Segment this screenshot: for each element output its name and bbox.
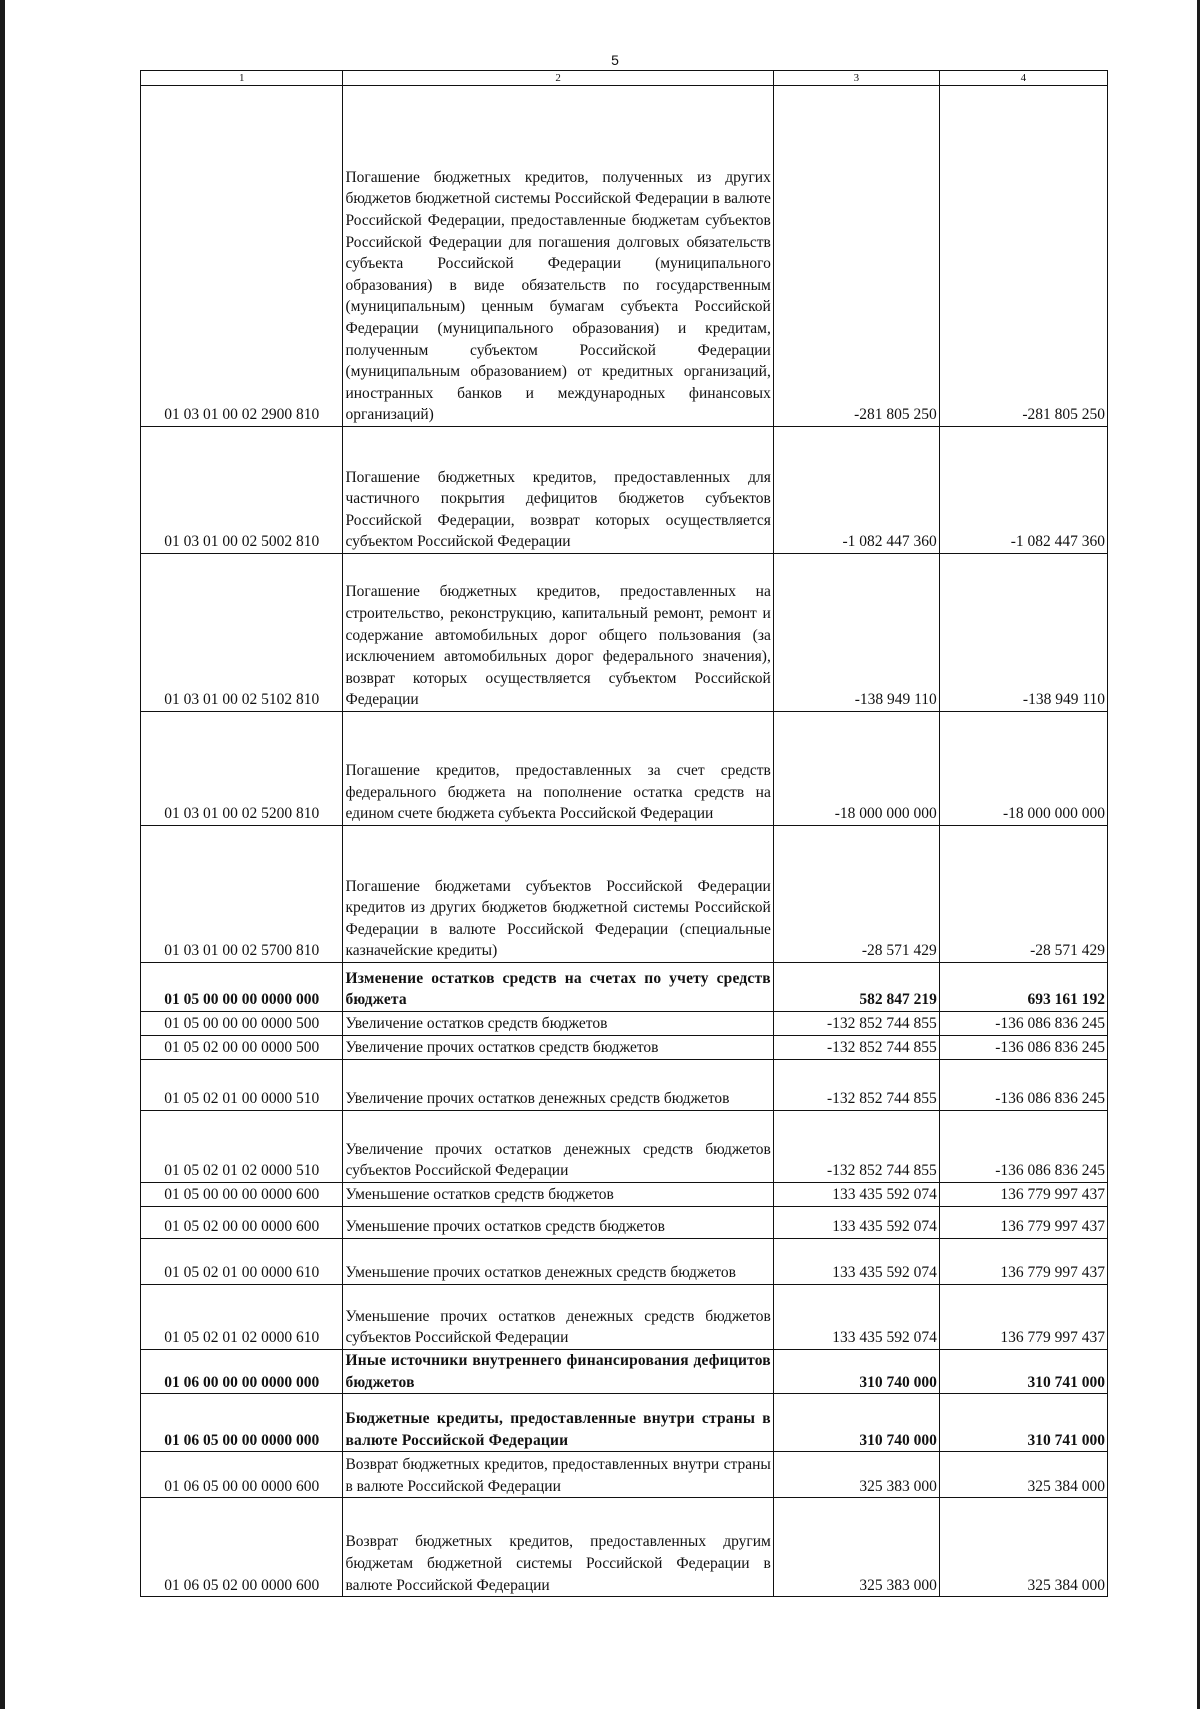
scan-edge-left	[0, 0, 5, 1709]
row-code: 01 05 02 01 00 0000 610	[141, 1239, 343, 1285]
table-row	[141, 1350, 1108, 1394]
row-value-col4: -136 086 836 245	[939, 1111, 1107, 1183]
row-value-col4: -18 000 000 000	[939, 712, 1107, 826]
row-code: 01 05 00 00 00 0000 500	[141, 1012, 343, 1036]
table-row	[141, 1498, 1108, 1597]
row-value-col3: -28 571 429	[773, 826, 939, 963]
row-code: 01 03 01 00 02 5102 810	[141, 554, 343, 712]
row-code: 01 03 01 00 02 5200 810	[141, 712, 343, 826]
row-code: 01 05 02 01 00 0000 510	[141, 1060, 343, 1111]
table-row	[141, 1036, 1108, 1060]
table-row	[141, 963, 1108, 1012]
row-description: Увеличение прочих остатков денежных средств бюджетов	[343, 1060, 773, 1111]
row-code: 01 06 00 00 00 0000 000	[141, 1350, 343, 1394]
row-code: 01 06 05 02 00 0000 600	[141, 1498, 343, 1597]
row-value-col3: 310 740 000	[773, 1350, 939, 1394]
table-row	[141, 86, 1108, 427]
row-value-col4: 310 741 000	[939, 1350, 1107, 1394]
row-description: Уменьшение прочих остатков средств бюджетов	[343, 1207, 773, 1239]
row-code: 01 05 02 01 02 0000 510	[141, 1111, 343, 1183]
row-value-col3: 133 435 592 074	[773, 1239, 939, 1285]
table-row	[141, 554, 1108, 712]
row-value-col3: -132 852 744 855	[773, 1036, 939, 1060]
row-description: Уменьшение прочих остатков денежных средств бюджетов	[343, 1239, 773, 1285]
row-value-col3: -138 949 110	[773, 554, 939, 712]
table-row	[141, 1111, 1108, 1183]
row-value-col4: 693 161 192	[939, 963, 1107, 1012]
row-value-col3: -281 805 250	[773, 86, 939, 427]
row-value-col4: 325 384 000	[939, 1498, 1107, 1597]
row-value-col4: -1 082 447 360	[939, 427, 1107, 554]
row-code: 01 03 01 00 02 5700 810	[141, 826, 343, 963]
row-code: 01 05 00 00 00 0000 000	[141, 963, 343, 1012]
table-row	[141, 1285, 1108, 1350]
table-row	[141, 1012, 1108, 1036]
row-description: Возврат бюджетных кредитов, предоставленных другим бюджетам бюджетной системы Российской Федерации в валюте Российской Федерации	[343, 1498, 773, 1597]
row-value-col4: -28 571 429	[939, 826, 1107, 963]
row-description: Увеличение прочих остатков денежных средств бюджетов субъектов Российской Федерации	[343, 1111, 773, 1183]
row-code: 01 05 00 00 00 0000 600	[141, 1183, 343, 1207]
row-value-col4: -136 086 836 245	[939, 1060, 1107, 1111]
row-code: 01 06 05 00 00 0000 000	[141, 1394, 343, 1452]
table-row	[141, 427, 1108, 554]
table-row	[141, 1394, 1108, 1452]
row-value-col4: 136 779 997 437	[939, 1207, 1107, 1239]
row-description: Изменение остатков средств на счетах по учету средств бюджета	[343, 963, 773, 1012]
row-description: Бюджетные кредиты, предоставленные внутри страны в валюте Российской Федерации	[343, 1394, 773, 1452]
row-code: 01 03 01 00 02 5002 810	[141, 427, 343, 554]
row-value-col4: 136 779 997 437	[939, 1285, 1107, 1350]
row-value-col3: 325 383 000	[773, 1452, 939, 1498]
row-value-col4: -281 805 250	[939, 86, 1107, 427]
table-row	[141, 1207, 1108, 1239]
row-value-col3: -132 852 744 855	[773, 1012, 939, 1036]
row-value-col4: 136 779 997 437	[939, 1239, 1107, 1285]
row-value-col3: 133 435 592 074	[773, 1207, 939, 1239]
row-description: Уменьшение остатков средств бюджетов	[343, 1183, 773, 1207]
table-row	[141, 826, 1108, 963]
row-value-col4: 136 779 997 437	[939, 1183, 1107, 1207]
row-code: 01 05 02 00 00 0000 600	[141, 1207, 343, 1239]
row-code: 01 05 02 00 00 0000 500	[141, 1036, 343, 1060]
row-description: Погашение бюджетных кредитов, полученных из других бюджетов бюджетной системы Российской Федерации в валюте Российской Федерации, предоставленные бюджетам субъектов Российской Федерации для погашения долговых обязательств субъекта Российской Федерации (муниципального образования) в виде обязательств по государственным (муниципальным) ценным бумагам субъекта Российской Федерации (муниципального образования) и кредитам, полученным субъектом Российской Федерации (муниципальным образованием) от кредитных организаций, иностранных банков и международных финансовых организаций)	[343, 86, 773, 427]
row-code: 01 03 01 00 02 2900 810	[141, 86, 343, 427]
row-value-col3: -18 000 000 000	[773, 712, 939, 826]
row-value-col4: 310 741 000	[939, 1394, 1107, 1452]
row-code: 01 06 05 00 00 0000 600	[141, 1452, 343, 1498]
row-value-col3: 133 435 592 074	[773, 1285, 939, 1350]
row-description: Погашение бюджетных кредитов, предоставленных на строительство, реконструкцию, капитальный ремонт, ремонт и содержание автомобильных дорог общего пользования (за исключением автомобильных дорог федерального значения), возврат которых осуществляется субъектом Российской Федерации	[343, 554, 773, 712]
column-number-row	[141, 71, 1108, 86]
row-value-col3: 133 435 592 074	[773, 1183, 939, 1207]
row-description: Погашение кредитов, предоставленных за счет средств федерального бюджета на пополнение остатка средств на едином счете бюджета субъекта Российской Федерации	[343, 712, 773, 826]
row-description: Иные источники внутреннего финансирования дефицитов бюджетов	[343, 1350, 773, 1394]
row-value-col3: 310 740 000	[773, 1394, 939, 1452]
row-value-col4: -136 086 836 245	[939, 1036, 1107, 1060]
sources-financing-table	[140, 70, 1108, 1597]
table-row	[141, 712, 1108, 826]
row-code: 01 05 02 01 02 0000 610	[141, 1285, 343, 1350]
row-description: Погашение бюджетных кредитов, предоставленных для частичного покрытия дефицитов бюджетов субъектов Российской Федерации, возврат которых осуществляется субъектом Российской Федерации	[343, 427, 773, 554]
table-row	[141, 1183, 1108, 1207]
row-description: Увеличение прочих остатков средств бюджетов	[343, 1036, 773, 1060]
row-value-col3: 582 847 219	[773, 963, 939, 1012]
page-number: 5	[611, 52, 619, 68]
row-value-col3: -1 082 447 360	[773, 427, 939, 554]
column-header-4: 4	[939, 71, 1107, 86]
row-value-col4: 325 384 000	[939, 1452, 1107, 1498]
column-header-3: 3	[773, 71, 939, 86]
table-row	[141, 1452, 1108, 1498]
row-value-col3: -132 852 744 855	[773, 1060, 939, 1111]
table-row	[141, 1239, 1108, 1285]
column-header-1: 1	[141, 71, 343, 86]
row-value-col4: -138 949 110	[939, 554, 1107, 712]
row-description: Возврат бюджетных кредитов, предоставленных внутри страны в валюте Российской Федерации	[343, 1452, 773, 1498]
row-description: Уменьшение прочих остатков денежных средств бюджетов субъектов Российской Федерации	[343, 1285, 773, 1350]
row-description: Погашение бюджетами субъектов Российской Федерации кредитов из других бюджетов бюджетной системы Российской Федерации в валюте Российской Федерации (специальные казначейские кредиты)	[343, 826, 773, 963]
table-row	[141, 1060, 1108, 1111]
row-value-col4: -136 086 836 245	[939, 1012, 1107, 1036]
row-description: Увеличение остатков средств бюджетов	[343, 1012, 773, 1036]
row-value-col3: 325 383 000	[773, 1498, 939, 1597]
row-value-col3: -132 852 744 855	[773, 1111, 939, 1183]
column-header-2: 2	[343, 71, 773, 86]
